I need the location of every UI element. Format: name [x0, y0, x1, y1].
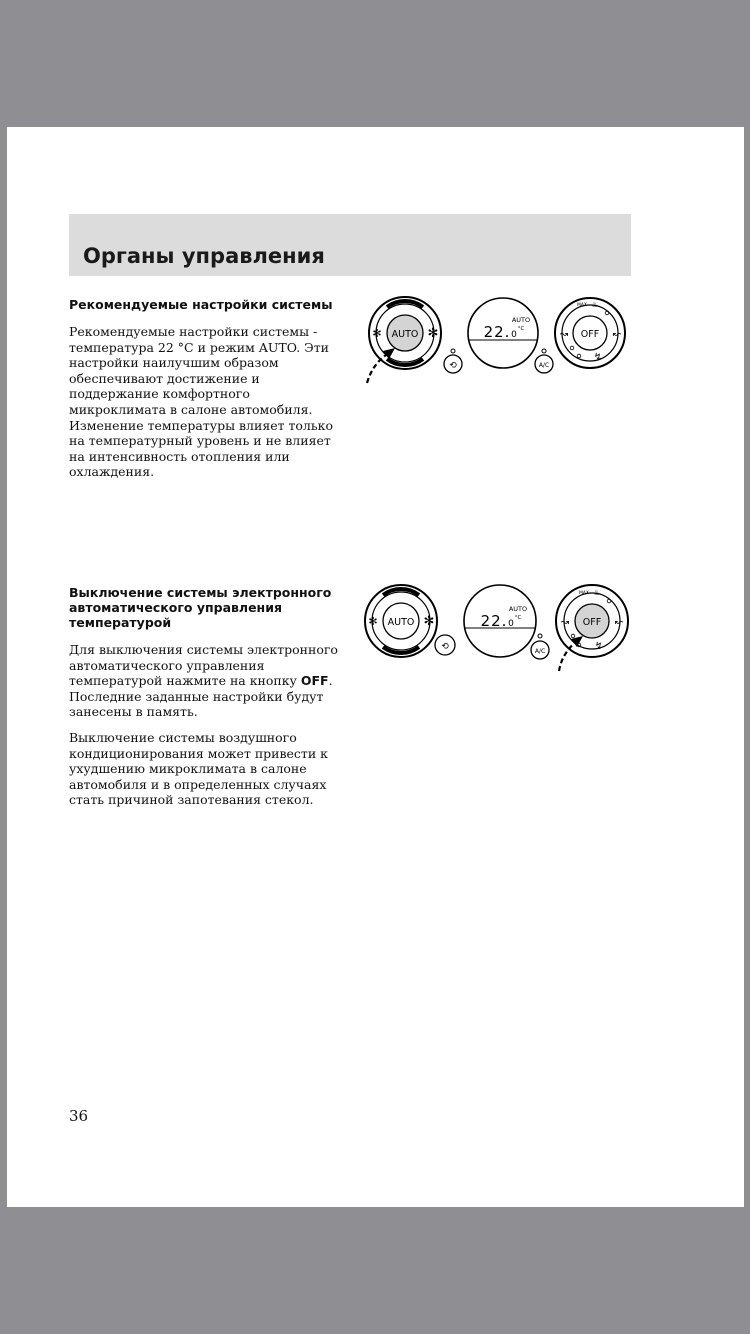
ac-button[interactable] [535, 349, 553, 373]
recirculation-button[interactable] [444, 349, 462, 373]
section-heading: Рекомендуемые настройки системы [69, 297, 333, 312]
ac-button[interactable] [531, 634, 549, 659]
off-key-reference: OFF [300, 673, 329, 689]
floor-mode-icon: ↯ [593, 352, 603, 363]
manual-page [7, 127, 744, 1207]
display-temperature: 22. [480, 612, 508, 630]
display-unit: °C [514, 615, 522, 621]
face-vent-icon: ↝ [559, 329, 569, 340]
off-button[interactable] [575, 604, 609, 638]
floor-vent-icon: ↜ [614, 617, 624, 628]
ac-label: A/C [534, 648, 546, 655]
display-decimal: 0 [511, 330, 517, 340]
temperature-display [468, 298, 538, 368]
section-body: Выключение системы воздушного кондиционирования может привести к ухудшению микроклимата в салоне автомобиля и в определенных случаях стать причиной запотевания стекол. [69, 729, 328, 808]
fan-high-icon: ✻ [427, 326, 439, 341]
section-body: Рекомендуемые настройки системы - температура 22 °C и режим AUTO. Эти настройки наилучшим образом обеспечивают достижение и поддержание комфортного микроклимата в салоне автомобиля. Изменение температуры влияет только на температурный уровень и не влияет на интенсивность отопления или охлаждения. [69, 324, 334, 480]
fan-low-icon: ✻ [368, 615, 378, 628]
off-button[interactable] [573, 316, 607, 350]
defrost-icon: ♨ [593, 588, 601, 597]
recirculation-icon: ⟲ [441, 642, 449, 652]
page-title: Органы управления [83, 244, 325, 268]
recirculation-button[interactable] [435, 635, 455, 655]
off-label: OFF [580, 329, 600, 340]
display-decimal: 0 [508, 619, 514, 629]
section-header [69, 214, 631, 276]
max-label: MAX [576, 303, 588, 308]
face-vent-icon: ↝ [560, 617, 570, 628]
display-mode: AUTO [508, 605, 528, 613]
defrost-icon: ♨ [591, 300, 599, 309]
off-label: OFF [582, 617, 602, 628]
climate-panel-auto-highlight [357, 295, 632, 387]
auto-button[interactable] [387, 315, 423, 351]
auto-label: AUTO [387, 617, 415, 628]
max-label: MAX [578, 591, 590, 596]
display-unit: °C [517, 326, 525, 332]
section-system-off [69, 585, 349, 818]
fan-high-icon: ✻ [423, 614, 435, 629]
section-recommended-settings [69, 297, 349, 490]
auto-button[interactable] [383, 603, 419, 639]
floor-mode-icon: ↯ [594, 641, 604, 652]
fan-low-icon: ✻ [372, 327, 382, 340]
section-heading: Выключение системы электронного автоматического управления температурой [69, 585, 332, 630]
auto-label: AUTO [391, 329, 419, 340]
section-body: Для выключения системы электронного автоматического управления температурой нажмите на кнопку OFF. Последние заданные настройки будут занесены в память. [69, 642, 338, 720]
display-mode: AUTO [511, 316, 531, 324]
ac-label: A/C [538, 362, 550, 369]
temperature-display [464, 585, 536, 657]
recirculation-icon: ⟲ [449, 361, 457, 371]
floor-vent-icon: ↜ [612, 329, 622, 340]
page-number: 36 [69, 1107, 89, 1125]
display-temperature: 22. [483, 323, 511, 341]
climate-panel-off-highlight [357, 583, 632, 675]
